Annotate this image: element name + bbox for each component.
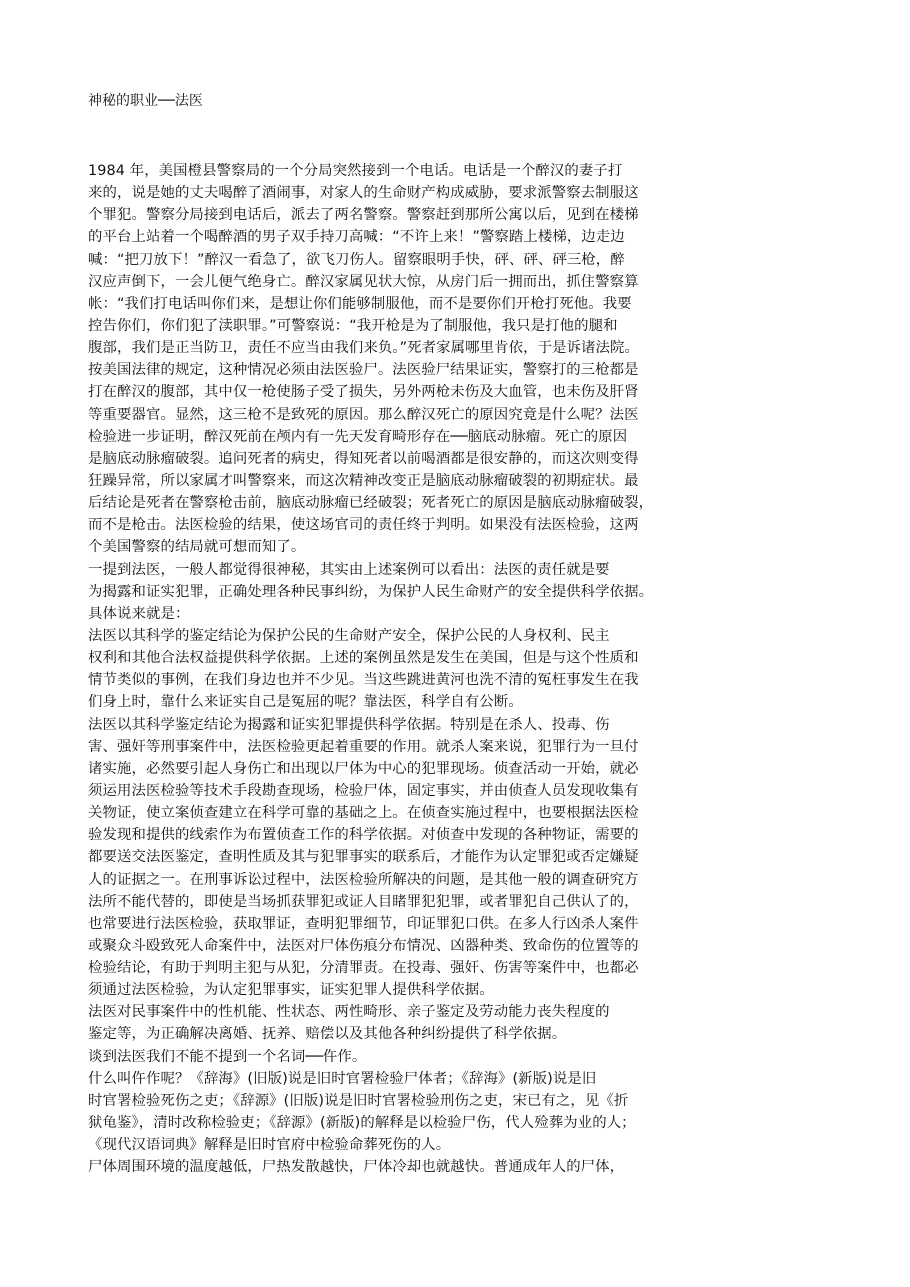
- text-line: 具体说来就是：: [88, 605, 190, 622]
- text-line: 尸体周围环境的温度越低，尸热发散越快，尸体冷却也就越快。普通成年人的尸体，: [88, 1159, 625, 1176]
- text-line: 腹部，我们是正当防卫，责任不应当由我们来负。”死者家属哪里肯依，于是诉诸法院。: [88, 340, 640, 357]
- text-line: 汉应声倒下，一会儿便气绝身亡。醉汉家属见状大惊，从房门后一拥而出，抓住警察算: [88, 273, 639, 290]
- text-line: 的平台上站着一个喝醉酒的男子双手持刀高喊：“不许上来！”警察踏上楼梯，边走边: [88, 229, 625, 246]
- text-line: 检验结论，有助于判明主犯与从犯，分清罪责。在投毒、强奸、伤害等案件中，也都必: [88, 960, 639, 977]
- text-line: 而不是枪击。法医检验的结果，使这场官司的责任终于判明。如果没有法医检验，这两: [88, 517, 639, 534]
- text-line: 个美国警察的结局就可想而知了。: [88, 539, 306, 556]
- text-line: 验发现和提供的线索作为布置侦查工作的科学依据。对侦查中发现的各种物证，需要的: [88, 827, 639, 844]
- text-line: 关物证，使立案侦查建立在科学可靠的基础之上。在侦查实施过程中，也要根据法医检: [88, 805, 639, 822]
- text-line: 人的证据之一。在刑事诉讼过程中，法医检验所解决的问题，是其他一般的调查研究方: [88, 871, 639, 888]
- text-line: 法所不能代替的，即使是当场抓获罪犯或证人目睹罪犯犯罪，或者罪犯自己供认了的，: [88, 893, 639, 910]
- text-line: 个罪犯。警察分局接到电话后，派去了两名警察。警察赶到那所公寓以后，见到在楼梯: [88, 207, 639, 224]
- text-line: 控告你们，你们犯了渎职罪。”可警察说：“我开枪是为了制服他，我只是打他的腿和: [88, 317, 618, 334]
- text-line: 权利和其他合法权益提供科学依据。上述的案例虽然是发生在美国，但是与这个性质和: [88, 650, 639, 667]
- document-title: 神秘的职业──法医: [88, 93, 203, 109]
- text-line: 诸实施，必然要引起人身伤亡和出现以尸体为中心的犯罪现场。侦查活动一开始，就必: [88, 760, 639, 777]
- text-line: 鉴定等，为正确解决离婚、抚养、赔偿以及其他各种纠纷提供了科学依据。: [88, 1026, 567, 1043]
- text-line: 须运用法医检验等技术手段勘查现场，检验尸体，固定事实，并由侦查人员发现收集有: [88, 782, 639, 799]
- text-line: 法医对民事案件中的性机能、性状态、两性畸形、亲子鉴定及劳动能力丧失程度的: [88, 1004, 610, 1021]
- text-line: 害、强奸等刑事案件中，法医检验更起着重要的作用。就杀人案来说，犯罪行为一旦付: [88, 738, 639, 755]
- text-line: 《现代汉语词典》解释是旧时官府中检验命葬死伤的人。: [88, 1137, 451, 1154]
- text-line: 情节类似的事例，在我们身边也并不少见。当这些跳进黄河也洗不清的冤枉事发生在我: [88, 672, 639, 689]
- text-line: 须通过法医检验，为认定犯罪事实，证实犯罪人提供科学依据。: [88, 982, 494, 999]
- text-line: 来的，说是她的丈夫喝醉了酒闹事，对家人的生命财产构成威胁，要求派警察去制服这: [88, 185, 639, 202]
- text-line: 们身上时，靠什么来证实自己是冤屈的呢？靠法医，科学自有公断。: [88, 694, 523, 711]
- text-line: 检验进一步证明，醉汉死前在颅内有一先天发育畸形存在──脑底动脉瘤。死亡的原因: [88, 428, 628, 445]
- text-line: 也常要进行法医检验，获取罪证，查明犯罪细节，印证罪犯口供。在多人行凶杀人案件: [88, 915, 639, 932]
- text-line: 或聚众斗殴致死人命案件中，法医对尸体伤痕分布情况、凶器种类、致命伤的位置等的: [88, 937, 639, 954]
- text-line: 是脑底动脉瘤破裂。追问死者的病史，得知死者以前喝酒都是很安静的，而这次则变得: [88, 450, 639, 467]
- text-line: 狱龟鉴》，清时改称检验吏；《辞源》(新版)的解释是以检验尸伤，代人殓葬为业的人；: [88, 1115, 636, 1132]
- text-line: 按美国法律的规定，这种情况必须由法医验尸。法医验尸结果证实，警察打的三枪都是: [88, 362, 639, 379]
- text-line: 狂躁异常，所以家属才叫警察来，而这次精神改变正是脑底动脉瘤破裂的初期症状。最: [88, 472, 639, 489]
- text-line: 后结论是死者在警察枪击前，脑底动脉瘤已经破裂；死者死亡的原因是脑底动脉瘤破裂，: [88, 495, 654, 512]
- text-line: 法医以其科学鉴定结论为揭露和证实犯罪提供科学依据。特别是在杀人、投毒、伤: [88, 716, 610, 733]
- text-line: 时官署检验死伤之吏；《辞源》(旧版)说是旧时官署检验刑伤之吏，宋已有之，见《折: [88, 1092, 629, 1109]
- document-body: [88, 160, 888, 1178]
- text-line: 谈到法医我们不能不提到一个名词──仵作。: [88, 1048, 367, 1065]
- text-line: 什么叫仵作呢？《辞海》(旧版)说是旧时官署检验尸体者；《辞海》(新版)说是旧: [88, 1070, 597, 1087]
- text-line: 为揭露和证实犯罪，正确处理各种民事纠纷，为保护人民生命财产的安全提供科学依据。: [88, 583, 654, 600]
- text-line: 都要送交法医鉴定，查明性质及其与犯罪事实的联系后，才能作为认定罪犯或否定嫌疑: [88, 849, 639, 866]
- text-line: 法医以其科学的鉴定结论为保护公民的生命财产安全，保护公民的人身权利、民主: [88, 627, 610, 644]
- text-line: 打在醉汉的腹部，其中仅一枪使肠子受了损失，另外两枪未伤及大血管，也未伤及肝肾: [88, 384, 639, 401]
- text-line: 等重要器官。显然，这三枪不是致死的原因。那么醉汉死亡的原因究竟是什么呢？法医: [88, 406, 639, 423]
- text-line: 1984 年，美国橙县警察局的一个分局突然接到一个电话。电话是一个醉汉的妻子打: [88, 163, 623, 179]
- text-line: 喊：“把刀放下！”醉汉一看急了，欲飞刀伤人。留察眼明手快，砰、砰、砰三枪，醉: [88, 251, 625, 268]
- text-line: 一提到法医，一般人都觉得很神秘，其实由上述案例可以看出：法医的责任就是要: [88, 561, 610, 578]
- text-line: 帐：“我们打电话叫你们来，是想让你们能够制服他，而不是要你们开枪打死他。我要: [88, 295, 632, 312]
